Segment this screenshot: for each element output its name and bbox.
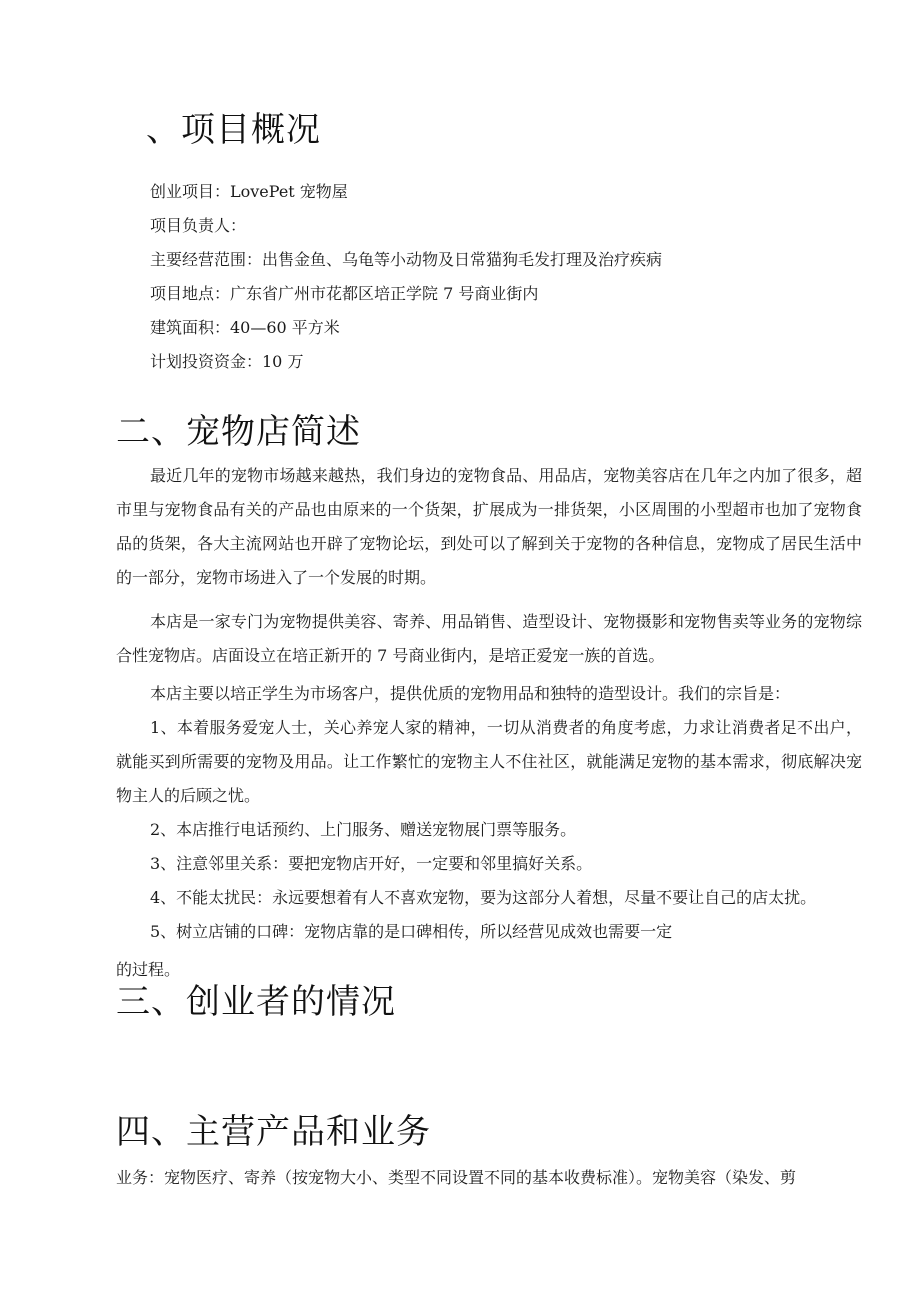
overview-line-scope: 主要经营范围：出售金鱼、乌龟等小动物及日常猫狗毛发打理及治疗疾病: [150, 250, 663, 269]
intro-paragraph-market: 最近几年的宠物市场越来越热，我们身边的宠物食品、用品店，宠物美容店在几年之内加了很多，超市里与宠物食品有关的产品也由原来的一个货架，扩展成为一排货架，小区周围的小型超市也加了宠物食品的货架，各大主流网站也开辟了宠物论坛，到处可以了解到关于宠物的各种信息，宠物成了居民生活中的一部分，宠物市场进入了一个发展的时期。: [116, 466, 862, 587]
overview-line-area: 建筑面积：40—60 平方米: [150, 318, 340, 337]
intro-paragraph-principle-1: 1、本着服务爱宠人士，关心养宠人家的精神，一切从消费者的角度考虑，力求让消费者足不出户，就能买到所需要的宠物及用品。让工作繁忙的宠物主人不住社区，就能满足宠物的基本需求，彻底解决宠物主人的后顾之忧。: [116, 718, 862, 805]
overview-line-investment: 计划投资资金：10 万: [150, 352, 304, 371]
intro-paragraph-principle-5-cont: 的过程。: [116, 960, 181, 979]
section-heading-founder: 三、创业者的情况: [116, 982, 396, 1022]
intro-paragraph-store: 本店是一家专门为宠物提供美容、寄养、用品销售、造型设计、宠物摄影和宠物售卖等业务的宠物综合性宠物店。店面设立在培正新开的 7 号商业街内，是培正爱宠一族的首选。: [116, 612, 862, 665]
section-heading-overview: 、项目概况: [146, 110, 321, 150]
products-line-business: 业务：宠物医疗、寄养（按宠物大小、类型不同设置不同的基本收费标准）。宠物美容（染发、剪: [116, 1168, 797, 1187]
overview-line-location: 项目地点：广东省广州市花都区培正学院 7 号商业街内: [150, 284, 539, 303]
intro-paragraph-principle-2: 2、本店推行电话预约、上门服务、赠送宠物展门票等服务。: [150, 820, 577, 839]
overview-line-leader: 项目负责人：: [150, 216, 247, 235]
overview-line-project: 创业项目：LovePet 宠物屋: [150, 182, 348, 201]
intro-paragraph-customers: 本店主要以培正学生为市场客户，提供优质的宠物用品和独特的造型设计。我们的宗旨是：: [150, 684, 791, 703]
intro-paragraph-principle-4: 4、不能太扰民：永远要想着有人不喜欢宠物，要为这部分人着想，尽量不要让自己的店太扰。: [150, 888, 817, 907]
intro-paragraph-principle-5: 5、树立店铺的口碑：宠物店靠的是口碑相传，所以经营见成效也需要一定: [150, 922, 673, 941]
intro-paragraph-principle-3: 3、注意邻里关系：要把宠物店开好，一定要和邻里搞好关系。: [150, 854, 593, 873]
section-heading-products: 四、主营产品和业务: [116, 1112, 431, 1152]
section-heading-store-intro: 二、宠物店简述: [116, 412, 361, 452]
